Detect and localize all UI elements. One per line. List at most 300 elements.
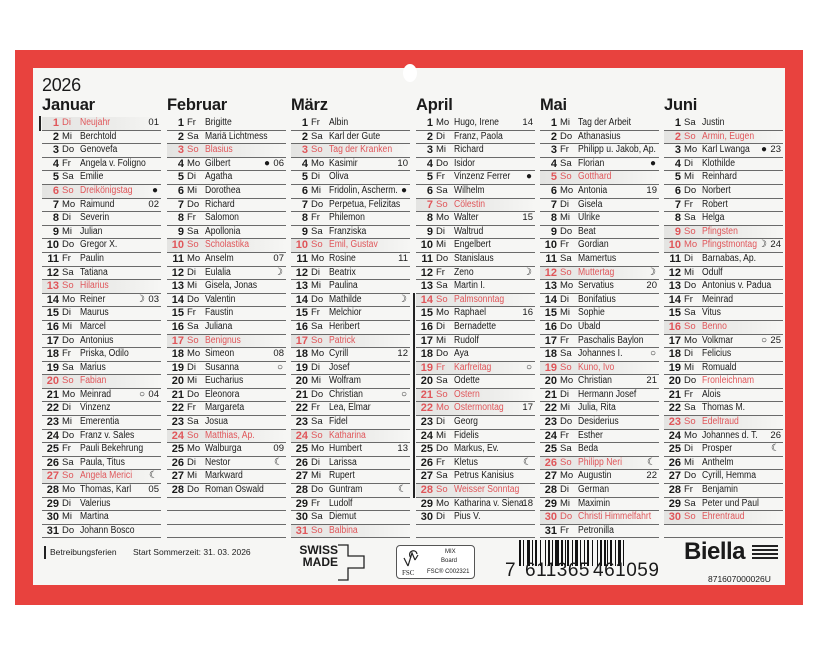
- day-row[interactable]: [540, 430, 659, 444]
- weekday: Sa: [684, 212, 696, 224]
- day-row[interactable]: [416, 171, 535, 185]
- day-row[interactable]: [42, 416, 161, 430]
- day-row[interactable]: [540, 321, 659, 335]
- day-row[interactable]: [664, 199, 783, 213]
- day-row[interactable]: [540, 131, 659, 145]
- day-row[interactable]: [416, 416, 535, 430]
- day-row[interactable]: [167, 443, 286, 457]
- day-row[interactable]: [664, 212, 783, 226]
- name-day: Angela v. Foligno: [80, 157, 146, 169]
- day-row[interactable]: [664, 389, 783, 403]
- calendar-year: 2026: [42, 75, 81, 95]
- day-row[interactable]: [540, 362, 659, 376]
- day-row[interactable]: [42, 498, 161, 512]
- week-number: 14: [522, 117, 533, 128]
- day-row[interactable]: [42, 117, 161, 131]
- day-row[interactable]: [291, 389, 410, 403]
- day-number: 3: [674, 144, 681, 157]
- weekday: Mi: [62, 416, 73, 428]
- weekday: Mi: [187, 375, 198, 387]
- day-row[interactable]: [42, 212, 161, 226]
- week-number: 15: [522, 212, 533, 224]
- day-row[interactable]: [42, 389, 161, 403]
- day-row[interactable]: [167, 307, 286, 321]
- day-row[interactable]: [167, 321, 286, 335]
- day-row[interactable]: [42, 443, 161, 457]
- day-row[interactable]: [664, 321, 783, 335]
- day-row[interactable]: [416, 294, 535, 308]
- day-number: 2: [550, 130, 557, 143]
- day-row[interactable]: [416, 226, 535, 240]
- day-row[interactable]: [540, 144, 659, 158]
- weekday: Di: [560, 484, 569, 496]
- day-row[interactable]: [416, 511, 535, 525]
- day-row[interactable]: [167, 199, 286, 213]
- name-day: Reiner: [80, 293, 106, 305]
- day-row[interactable]: [167, 457, 286, 471]
- day-row[interactable]: [42, 321, 161, 335]
- day-row[interactable]: [664, 430, 783, 444]
- name-day: Meinrad: [702, 293, 734, 305]
- name-day: Florian: [578, 157, 605, 169]
- day-row[interactable]: [42, 307, 161, 321]
- day-number: 8: [177, 212, 184, 225]
- new-moon-icon: ●: [151, 184, 158, 196]
- day-row[interactable]: [664, 158, 783, 172]
- day-row[interactable]: [416, 443, 535, 457]
- day-row[interactable]: [540, 470, 659, 484]
- day-row[interactable]: [42, 457, 161, 471]
- day-row[interactable]: [664, 484, 783, 498]
- weekday: Do: [187, 293, 200, 305]
- name-day: Palmsonntag: [454, 293, 505, 305]
- day-row[interactable]: [167, 375, 286, 389]
- day-row[interactable]: [664, 416, 783, 430]
- day-row[interactable]: [664, 402, 783, 416]
- name-day: Tatiana: [80, 266, 108, 278]
- day-row[interactable]: [42, 402, 161, 416]
- weekday: So: [311, 429, 323, 441]
- weekday: Mi: [560, 497, 571, 509]
- day-row[interactable]: [664, 307, 783, 321]
- day-row[interactable]: [291, 416, 410, 430]
- weekday: So: [560, 456, 572, 468]
- day-row[interactable]: [42, 470, 161, 484]
- barcode: [505, 540, 665, 586]
- weekday: Sa: [684, 402, 696, 414]
- weekday: Fr: [311, 402, 320, 414]
- day-row[interactable]: [664, 267, 783, 281]
- day-number: 4: [550, 157, 557, 170]
- name-day: Klothilde: [702, 157, 735, 169]
- day-row[interactable]: [291, 335, 410, 349]
- day-row[interactable]: [540, 498, 659, 512]
- day-row[interactable]: [42, 158, 161, 172]
- day-row[interactable]: [42, 348, 161, 362]
- new-moon-icon: ●: [263, 157, 270, 169]
- day-row[interactable]: [416, 402, 535, 416]
- day-row[interactable]: [42, 375, 161, 389]
- day-row[interactable]: [42, 525, 161, 539]
- weekday: Di: [436, 320, 445, 332]
- day-row[interactable]: [167, 131, 286, 145]
- day-row[interactable]: [167, 253, 286, 267]
- weekday: Mi: [560, 212, 571, 224]
- month-title: Juni: [664, 96, 698, 114]
- day-row[interactable]: [42, 267, 161, 281]
- day-number: 29: [420, 497, 433, 510]
- weekday: Mi: [62, 225, 73, 237]
- day-row[interactable]: [540, 307, 659, 321]
- weekday: Fr: [560, 429, 569, 441]
- day-row[interactable]: [42, 484, 161, 498]
- day-row[interactable]: [540, 511, 659, 525]
- weekday: Mi: [560, 402, 571, 414]
- day-number: 20: [171, 375, 184, 388]
- name-day: Gilbert: [205, 157, 231, 169]
- day-row[interactable]: [664, 144, 783, 158]
- day-row[interactable]: [42, 362, 161, 376]
- weekday: Fr: [62, 252, 71, 264]
- day-number: 12: [420, 266, 433, 279]
- day-row[interactable]: [416, 239, 535, 253]
- day-row[interactable]: [664, 348, 783, 362]
- weekday: Do: [684, 375, 697, 387]
- day-row[interactable]: [540, 525, 659, 539]
- week-number: 09: [273, 443, 284, 455]
- day-number: 27: [420, 470, 433, 483]
- day-row[interactable]: [291, 470, 410, 484]
- weekday: Mo: [436, 497, 450, 509]
- new-moon-icon: ●: [525, 171, 532, 183]
- day-row[interactable]: [42, 185, 161, 199]
- day-row[interactable]: [664, 498, 783, 512]
- day-number: 7: [550, 198, 557, 211]
- day-row[interactable]: [540, 375, 659, 389]
- day-row[interactable]: [416, 375, 535, 389]
- weekday: Fr: [62, 157, 71, 169]
- day-number: 29: [46, 497, 59, 510]
- day-row[interactable]: [42, 239, 161, 253]
- day-row[interactable]: [416, 280, 535, 294]
- day-row[interactable]: [416, 199, 535, 213]
- day-row[interactable]: [167, 144, 286, 158]
- day-row[interactable]: [167, 185, 286, 199]
- day-row[interactable]: [416, 185, 535, 199]
- day-row[interactable]: [416, 389, 535, 403]
- day-number: 14: [295, 293, 308, 306]
- day-row[interactable]: [540, 226, 659, 240]
- name-day: Hilarius: [80, 280, 109, 292]
- day-number: 25: [171, 443, 184, 456]
- day-row[interactable]: [167, 389, 286, 403]
- day-row[interactable]: [167, 348, 286, 362]
- day-row[interactable]: [291, 212, 410, 226]
- day-row[interactable]: [416, 348, 535, 362]
- day-row[interactable]: [416, 484, 535, 498]
- day-row[interactable]: [167, 158, 286, 172]
- name-day: Christi Himmelfahrt: [578, 511, 652, 523]
- day-row[interactable]: [416, 457, 535, 471]
- day-row[interactable]: [540, 117, 659, 131]
- day-row[interactable]: [167, 470, 286, 484]
- day-row[interactable]: [664, 511, 783, 525]
- day-row[interactable]: [291, 484, 410, 498]
- day-row[interactable]: [167, 416, 286, 430]
- weekday: Mo: [187, 157, 201, 169]
- day-number: 17: [544, 334, 557, 347]
- day-row[interactable]: [291, 131, 410, 145]
- day-row[interactable]: [291, 158, 410, 172]
- day-row[interactable]: [540, 457, 659, 471]
- day-number: 14: [171, 293, 184, 306]
- name-day: Robert: [702, 198, 728, 210]
- name-day: Emerentia: [80, 416, 120, 428]
- day-row[interactable]: [416, 470, 535, 484]
- day-row[interactable]: [540, 158, 659, 172]
- day-row[interactable]: [42, 226, 161, 240]
- day-row[interactable]: [664, 335, 783, 349]
- day-row[interactable]: [416, 362, 535, 376]
- day-row[interactable]: [664, 117, 783, 131]
- name-day: Raimund: [80, 198, 115, 210]
- day-row[interactable]: [540, 253, 659, 267]
- name-day: Mathilde: [329, 293, 362, 305]
- day-row[interactable]: [167, 294, 286, 308]
- day-row[interactable]: [540, 484, 659, 498]
- weekday: Mo: [311, 252, 325, 264]
- new-moon-icon: ●: [400, 184, 407, 196]
- day-row[interactable]: [416, 321, 535, 335]
- day-row[interactable]: [291, 267, 410, 281]
- day-row[interactable]: [291, 402, 410, 416]
- weekday: Mo: [311, 348, 325, 360]
- day-number: 22: [420, 402, 433, 415]
- first-quarter-icon: ☽: [758, 239, 767, 251]
- weekday: Fr: [436, 171, 445, 183]
- day-row[interactable]: [291, 430, 410, 444]
- day-row[interactable]: [540, 185, 659, 199]
- day-row[interactable]: [291, 511, 410, 525]
- week-number: 16: [522, 307, 533, 319]
- weekday: So: [560, 171, 572, 183]
- day-row[interactable]: [167, 226, 286, 240]
- day-row[interactable]: [664, 131, 783, 145]
- name-day: Julia, Rita: [578, 402, 616, 414]
- name-day: Angela Merici: [80, 470, 133, 482]
- day-row[interactable]: [291, 375, 410, 389]
- day-row[interactable]: [540, 348, 659, 362]
- weekday: Do: [62, 429, 75, 441]
- name-day: Dorothea: [205, 184, 241, 196]
- day-row[interactable]: [664, 226, 783, 240]
- day-row[interactable]: [167, 335, 286, 349]
- day-number: 27: [544, 470, 557, 483]
- day-row[interactable]: [42, 253, 161, 267]
- day-row[interactable]: [42, 144, 161, 158]
- day-row[interactable]: [540, 199, 659, 213]
- day-row[interactable]: [540, 389, 659, 403]
- day-row[interactable]: [291, 321, 410, 335]
- day-row[interactable]: [42, 199, 161, 213]
- day-row[interactable]: [540, 402, 659, 416]
- day-row[interactable]: [42, 171, 161, 185]
- day-row[interactable]: [291, 498, 410, 512]
- day-row[interactable]: [167, 402, 286, 416]
- day-row[interactable]: [416, 267, 535, 281]
- day-row[interactable]: [291, 185, 410, 199]
- name-day: Diemut: [329, 511, 357, 523]
- day-row[interactable]: [291, 457, 410, 471]
- name-day: Richard: [205, 198, 235, 210]
- day-row[interactable]: [291, 226, 410, 240]
- day-row[interactable]: [416, 144, 535, 158]
- weekday: Di: [560, 388, 569, 400]
- week-number: 04: [148, 388, 159, 400]
- day-row[interactable]: [291, 239, 410, 253]
- day-number: 24: [46, 429, 59, 442]
- day-row[interactable]: [167, 117, 286, 131]
- day-row[interactable]: [416, 498, 535, 512]
- weekday: Mi: [311, 375, 322, 387]
- day-row[interactable]: [540, 239, 659, 253]
- day-row[interactable]: [416, 158, 535, 172]
- day-row[interactable]: [664, 457, 783, 471]
- day-row[interactable]: [291, 525, 410, 539]
- day-row[interactable]: [540, 280, 659, 294]
- name-day: Karl Lwanga: [702, 144, 750, 156]
- day-row[interactable]: [42, 131, 161, 145]
- name-day: Walburga: [205, 443, 242, 455]
- weekday: Mo: [436, 307, 450, 319]
- day-number: 23: [668, 416, 681, 429]
- day-row[interactable]: [167, 267, 286, 281]
- day-row[interactable]: [167, 280, 286, 294]
- day-row[interactable]: [540, 294, 659, 308]
- day-row[interactable]: [167, 430, 286, 444]
- last-quarter-icon: ☾: [398, 484, 407, 496]
- weekday: Mi: [560, 117, 571, 128]
- day-row[interactable]: [540, 212, 659, 226]
- day-number: 25: [295, 443, 308, 456]
- day-row[interactable]: [416, 253, 535, 267]
- name-day: German: [578, 484, 610, 496]
- week-number: 22: [646, 470, 657, 482]
- day-row[interactable]: [42, 335, 161, 349]
- week-number: 12: [397, 348, 408, 360]
- day-row[interactable]: [664, 280, 783, 294]
- day-row[interactable]: [664, 253, 783, 267]
- weekday: Do: [62, 334, 75, 346]
- day-row[interactable]: [167, 362, 286, 376]
- day-row[interactable]: [540, 267, 659, 281]
- weekday: Do: [311, 484, 324, 496]
- name-day: Josua: [205, 416, 228, 428]
- name-day: Petronilla: [578, 524, 614, 536]
- name-day: Hermann Josef: [578, 388, 637, 400]
- weekday: Do: [684, 184, 697, 196]
- day-row[interactable]: [167, 171, 286, 185]
- name-day: Prosper: [702, 443, 733, 455]
- day-row[interactable]: [540, 171, 659, 185]
- day-row[interactable]: [167, 239, 286, 253]
- day-number: 13: [420, 280, 433, 293]
- day-row[interactable]: [416, 335, 535, 349]
- day-row[interactable]: [416, 117, 535, 131]
- day-row[interactable]: [664, 362, 783, 376]
- day-row[interactable]: [664, 239, 783, 253]
- day-row[interactable]: [291, 253, 410, 267]
- day-number: 23: [295, 416, 308, 429]
- day-number: 20: [544, 375, 557, 388]
- weekday: Mo: [187, 252, 201, 264]
- name-day: Beat: [578, 225, 596, 237]
- day-row[interactable]: [664, 470, 783, 484]
- weekday: Mo: [684, 144, 698, 156]
- day-row[interactable]: [540, 335, 659, 349]
- day-row[interactable]: [540, 416, 659, 430]
- day-row[interactable]: [167, 212, 286, 226]
- day-row[interactable]: [42, 294, 161, 308]
- day-row[interactable]: [416, 212, 535, 226]
- day-row[interactable]: [540, 443, 659, 457]
- day-row[interactable]: [664, 185, 783, 199]
- day-number: 11: [296, 252, 308, 265]
- name-day: Johann Bosco: [80, 524, 135, 536]
- weekday: So: [684, 130, 696, 142]
- weekday: Fr: [560, 144, 569, 156]
- name-day: Fronleichnam: [702, 375, 755, 387]
- day-row[interactable]: [291, 443, 410, 457]
- name-day: Markus, Ev.: [454, 443, 499, 455]
- day-row[interactable]: [291, 280, 410, 294]
- day-row[interactable]: [42, 511, 161, 525]
- day-row[interactable]: [416, 307, 535, 321]
- weekday: So: [311, 524, 323, 536]
- day-row[interactable]: [291, 362, 410, 376]
- day-row[interactable]: [291, 117, 410, 131]
- day-row[interactable]: [664, 294, 783, 308]
- day-row[interactable]: [664, 443, 783, 457]
- day-number: 19: [668, 361, 681, 374]
- day-row[interactable]: [291, 348, 410, 362]
- day-row[interactable]: [416, 131, 535, 145]
- weekday: Di: [436, 416, 445, 428]
- day-row[interactable]: [291, 144, 410, 158]
- full-moon-icon: ○: [760, 334, 767, 346]
- day-row[interactable]: [167, 484, 286, 498]
- day-number: 31: [46, 524, 59, 537]
- weekday: So: [62, 470, 74, 482]
- weekday: Fr: [684, 388, 693, 400]
- weekday: Di: [436, 130, 445, 142]
- day-row[interactable]: [416, 430, 535, 444]
- day-row[interactable]: [664, 375, 783, 389]
- day-row[interactable]: [42, 280, 161, 294]
- day-number: 22: [544, 402, 557, 415]
- weekday: Mi: [187, 470, 198, 482]
- day-row[interactable]: [291, 171, 410, 185]
- day-row[interactable]: [291, 307, 410, 321]
- day-number: 11: [47, 252, 59, 265]
- weekday: Do: [436, 443, 449, 455]
- day-row[interactable]: [664, 171, 783, 185]
- name-day: Stanislaus: [454, 252, 494, 264]
- day-row[interactable]: [291, 294, 410, 308]
- name-day: Thomas M.: [702, 402, 746, 414]
- day-row[interactable]: [291, 199, 410, 213]
- day-row[interactable]: [42, 430, 161, 444]
